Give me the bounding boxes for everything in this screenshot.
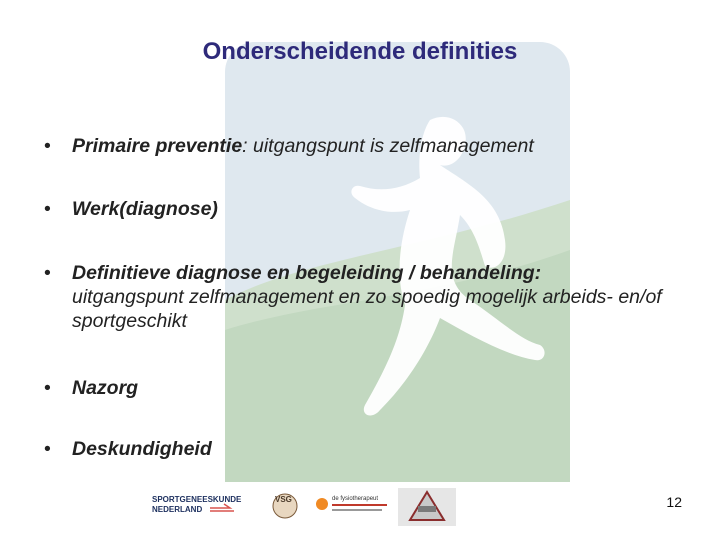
- bullet-bold-text: Primaire preventie: [72, 135, 243, 157]
- bullet-bold-text: Deskundigheid: [72, 438, 212, 460]
- logo-vsg: VSG: [275, 495, 292, 504]
- bullet-marker: •: [44, 135, 51, 157]
- slide-title: Onderscheidende definities: [202, 38, 518, 65]
- bullet-bold-text: Definitieve diagnose en begeleiding / behandeling:: [72, 262, 542, 284]
- shield-logo: [398, 488, 456, 526]
- bullet-bold-text: Werk(diagnose): [72, 198, 218, 220]
- bullet-marker: •: [44, 377, 51, 399]
- vsg-logo: [273, 494, 297, 518]
- logo-fysio: de fysiotherapeut: [332, 496, 379, 502]
- partner-logos: [150, 486, 460, 528]
- bullet-bold-text: Nazorg: [72, 377, 139, 399]
- logo-sg-line1: SPORTGENEESKUNDE: [152, 495, 242, 504]
- bullet-marker: •: [44, 438, 51, 460]
- logo-sg-line2: NEDERLAND: [152, 505, 203, 514]
- fysiotherapeut-logo: [316, 496, 387, 511]
- bullet-marker: •: [44, 262, 51, 284]
- bullet-rest-text: : uitgangspunt is zelfmanagement: [242, 135, 534, 157]
- bullet-rest-text: uitgangspunt zelfmanagement en zo spoedig mogelijk arbeids- en/of sportgeschikt: [72, 286, 662, 332]
- page-number: 12: [666, 494, 682, 510]
- bullet-marker: •: [44, 198, 51, 220]
- sportgeneeskunde-logo: [152, 495, 242, 514]
